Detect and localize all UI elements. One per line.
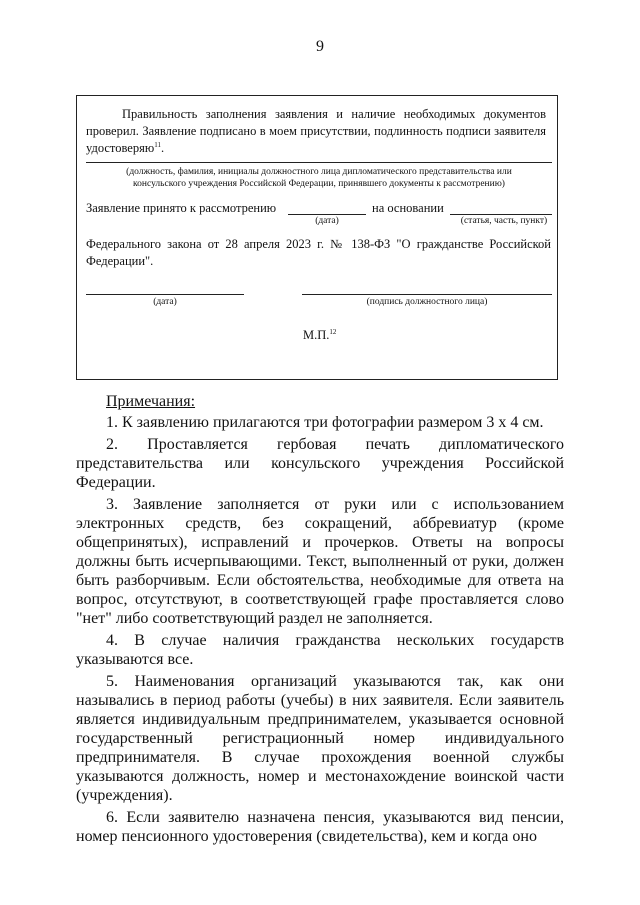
accepted-label: Заявление принято к рассмотрению — [86, 201, 277, 215]
note-3: 3. Заявление заполняется от руки или с использованием электронных средств, без сокращений, аббревиатур (кроме общепринятых), исправлений и прочерков. Ответы на вопросы должны быть исчерпывающими. Текст, выполненный от руки, должен быть разборчивым. Если обстоятельства, необходимые для ответа на вопрос, отсутствуют, в соответствующей графе проставляется слово "нет" либо соответствующий раздел не заполняется. — [76, 496, 564, 627]
note-4: 4. В случае наличия гражданства нескольких государств указываются все. — [76, 632, 564, 668]
basis-label: на основании — [372, 201, 444, 215]
article-caption: (статья, часть, пункт) — [460, 216, 548, 226]
signature-caption: (подпись должностного лица) — [366, 297, 488, 307]
official-name-line — [86, 162, 552, 163]
official-verification-box — [76, 95, 558, 380]
verification-text: Правильность заполнения заявления и наличие необходимых документов проверил. Заявление подписано в моем присутствии, подлинность подписи заявителя удостоверяю$^{11}$. — [86, 107, 546, 155]
date-line — [86, 294, 244, 295]
note-5: 5. Наименования организаций указываются так, как они назывались в период работы (учебы) в них заявителя. Если заявитель является индивидуальным предпринимателем, указывается основной государственный регистрационный номер индивидуального предпринимателя. В случае прохождения военной службы указываются должность, номер и местонахождение воинской части (учреждения). — [76, 673, 564, 804]
signature-line — [302, 294, 552, 295]
date-caption: (дата) — [153, 297, 177, 307]
notes-section — [76, 392, 564, 849]
page-number: 9 — [316, 38, 324, 55]
note-6: 6. Если заявителю назначена пенсия, указываются вид пенсии, номер пенсионного удостоверения (свидетельства), кем и когда оно — [76, 809, 564, 845]
notes-title: Примечания: — [106, 393, 196, 410]
note-1: 1. К заявлению прилагаются три фотографии размером 3 х 4 см. — [106, 414, 544, 431]
footnote-ref-11: 11 — [154, 140, 161, 149]
footnote-ref-12: 12 — [329, 327, 337, 336]
accepted-date-caption: (дата) — [315, 216, 339, 226]
note-2: 2. Проставляется гербовая печать дипломатического представительства или консульского учреждения Российской Федерации. — [76, 436, 564, 491]
official-caption: (должность, фамилия, инициалы должностного лица дипломатического представительства или консульского учреждения Российской Федерации, принявшего документы к рассмотрению) — [126, 167, 512, 189]
federal-law-text: Федерального закона от 28 апреля 2023 г. № 138-ФЗ "О гражданстве Российской Федерации". — [86, 237, 551, 268]
seal-placeholder: М.П.$^{12}$ — [303, 327, 337, 342]
